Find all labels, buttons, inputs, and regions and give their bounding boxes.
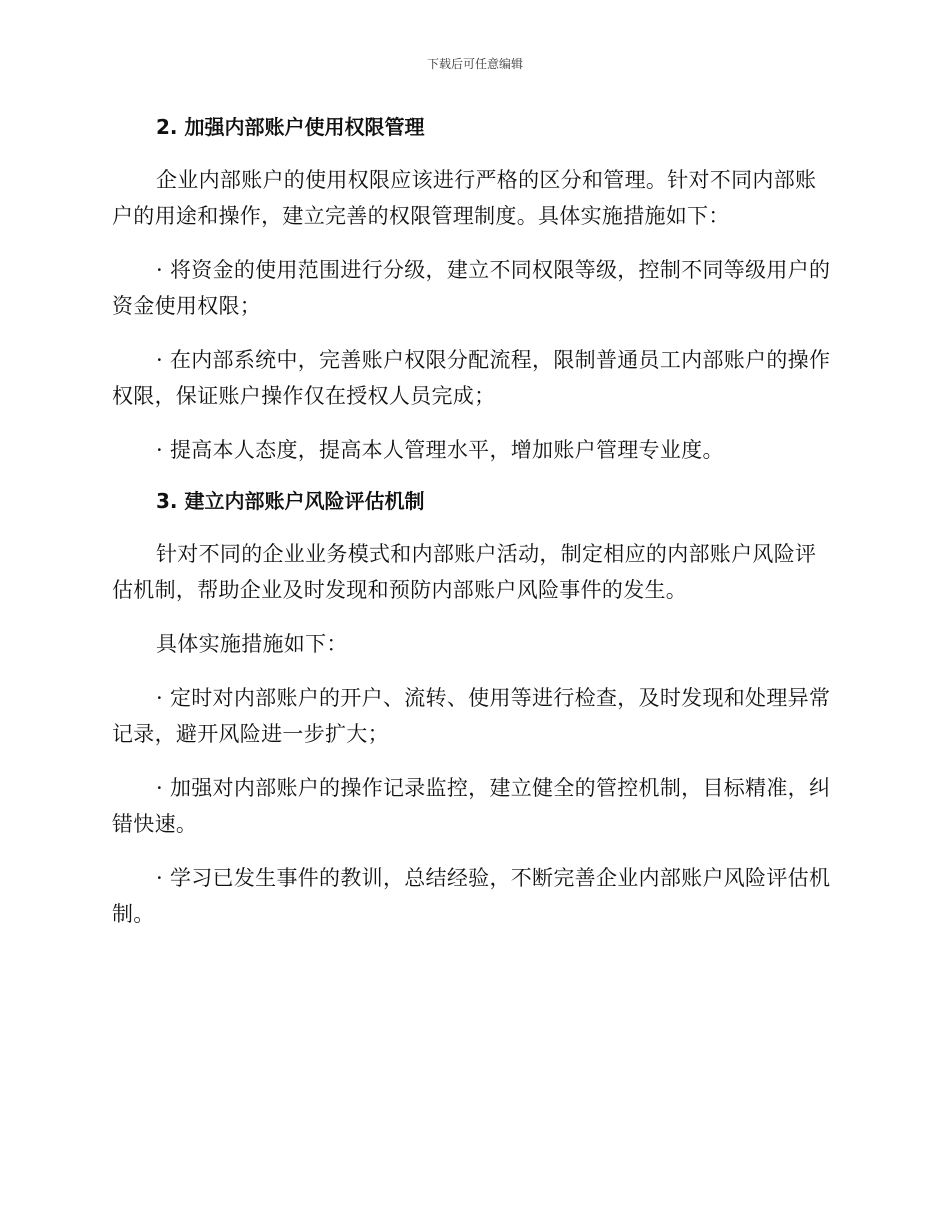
section-heading-3: 3. 建立内部账户风险评估机制 — [156, 489, 425, 513]
bullet-paragraph: · 定时对内部账户的开户、流转、使用等进行检查，及时发现和处理异常记录，避开风险进一步扩大； — [112, 686, 831, 746]
bullet-paragraph: · 将资金的使用范围进行分级，建立不同权限等级，控制不同等级用户的资金使用权限； — [112, 258, 831, 318]
document-body — [112, 112, 834, 932]
section-heading-2: 2. 加强内部账户使用权限管理 — [156, 115, 425, 139]
bullet-paragraph: · 学习已发生事件的教训，总结经验，不断完善企业内部账户风险评估机制。 — [112, 866, 831, 926]
bullet-paragraph: · 在内部系统中，完善账户权限分配流程，限制普通员工内部账户的操作权限，保证账户操作仅在授权人员完成； — [112, 348, 831, 408]
paragraph: 针对不同的企业业务模式和内部账户活动，制定相应的内部账户风险评估机制，帮助企业及时发现和预防内部账户风险事件的发生。 — [112, 542, 817, 602]
bullet-paragraph: · 提高本人态度，提高本人管理水平，增加账户管理专业度。 — [156, 438, 724, 462]
paragraph: 企业内部账户的使用权限应该进行严格的区分和管理。针对不同内部账户的用途和操作，建立完善的权限管理制度。具体实施措施如下： — [112, 168, 817, 228]
paragraph: 具体实施措施如下： — [156, 632, 348, 656]
header-note: 下载后可任意编辑 — [426, 57, 523, 71]
bullet-paragraph: · 加强对内部账户的操作记录监控，建立健全的管控机制，目标精准，纠错快速。 — [112, 776, 831, 836]
